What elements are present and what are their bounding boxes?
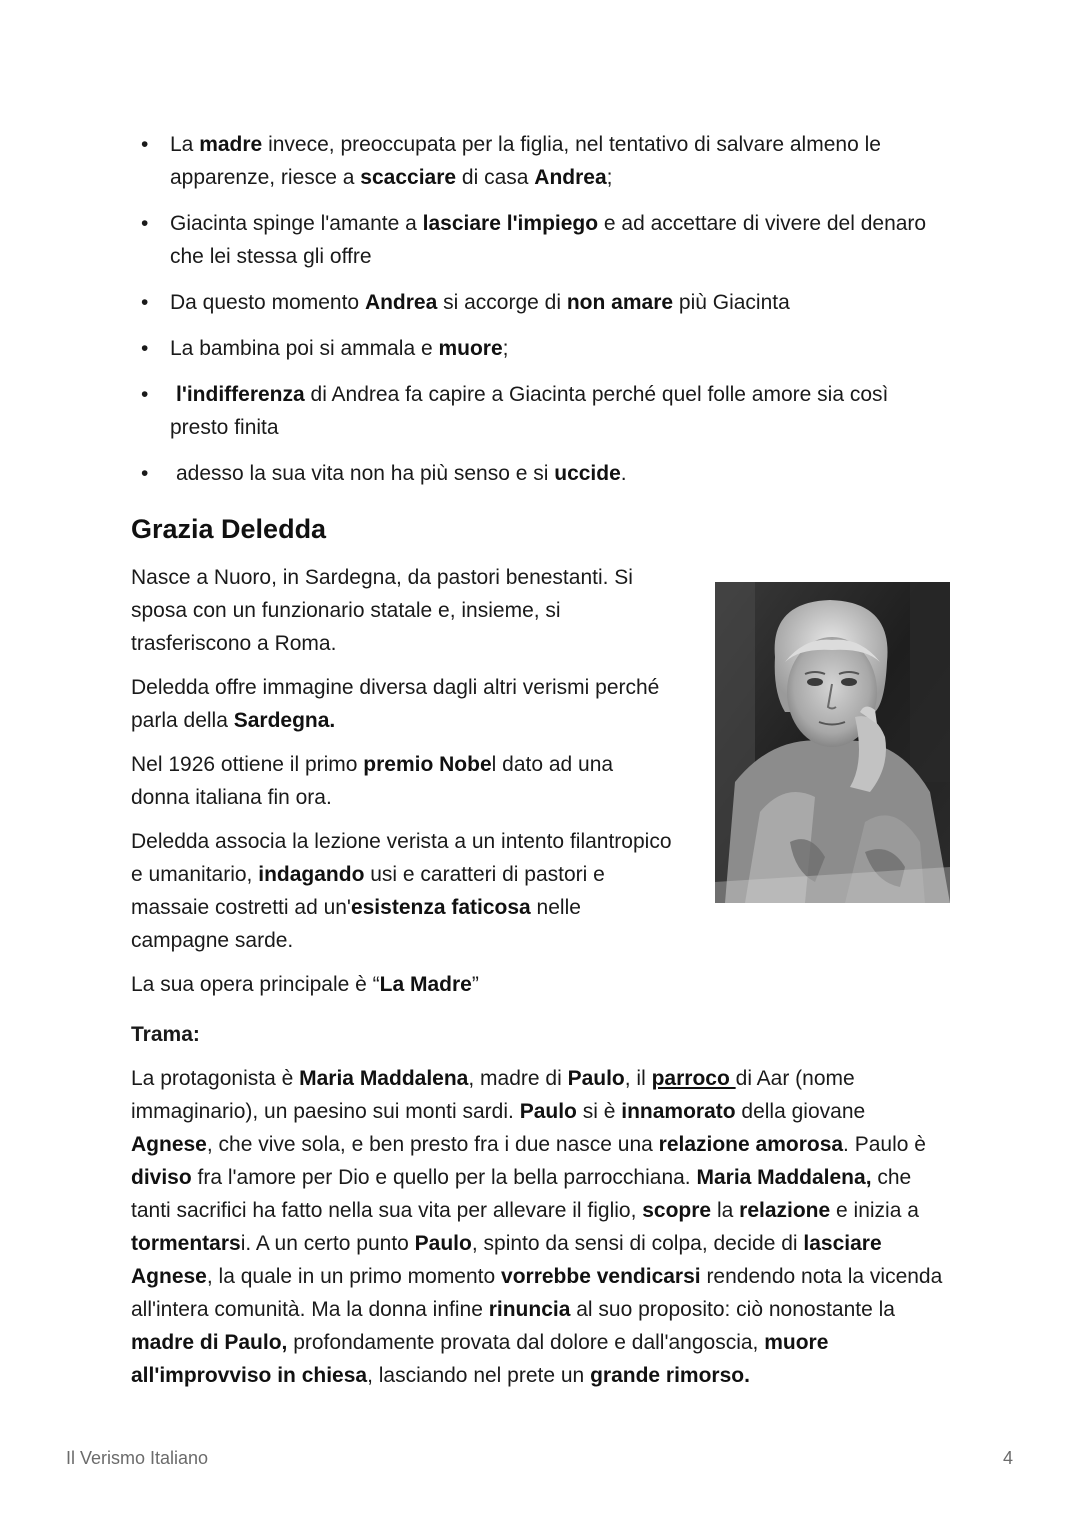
section-heading: Grazia Deledda (131, 514, 327, 544)
biography-text (131, 561, 676, 1012)
bio-paragraph: La sua opera principale è “La Madre” (131, 973, 479, 996)
plot-bullet-list (131, 128, 931, 503)
footer-page-number: 4 (1003, 1448, 1014, 1468)
plot-paragraph: La protagonista è Maria Maddalena, madre di Paulo, il parroco di Aar (nome immaginario), un paesino sui monti sardi. Paulo si è innamorato della giovane Agnese, che vive sola, e ben presto fra i due nasce una relazione amorosa. Paulo è diviso fra l'amore per Dio e quello per la bella parrocchiana. Maria Maddalena, che tanti sacrifici ha fatto nella sua vita per allevare il figlio, scopre la relazione e inizia a tormentarsi. A un certo punto Paulo, spinto da sensi di colpa, decide di lasciare Agnese, la quale in un primo momento vorrebbe vendicarsi rendendo nota la vicenda all'intera comunità. Ma la donna infine rinuncia al suo proposito: ciò nonostante la madre di Paulo, profondamente provata dal dolore e dall'angoscia, muore all'improvviso in chiesa, lasciando nel prete un grande rimorso. (131, 1067, 943, 1387)
bio-paragraph: Deledda offre immagine diversa dagli altri verismi perché parla della Sardegna. (131, 676, 660, 732)
bullet-item: • La bambina poi si ammala e muore; (131, 332, 931, 365)
bullet-item: • adesso la sua vita non ha più senso e si uccide. (131, 457, 931, 490)
author-portrait-photo (715, 582, 950, 903)
bullet-item: • La madre invece, preoccupata per la figlia, nel tentativo di salvare almeno le apparenze, riesce a scacciare di casa Andrea; (131, 128, 931, 194)
bio-paragraph: Nel 1926 ottiene il primo premio Nobel dato ad una donna italiana fin ora. (131, 753, 614, 809)
plot-heading: Trama: (131, 1023, 200, 1046)
bio-paragraph: Deledda associa la lezione verista a un intento filantropico e umanitario, indagando usi e caratteri di pastori e massaie costretti ad un'esistenza faticosa nelle campagne sarde. (131, 830, 672, 952)
bullet-item: • Da questo momento Andrea si accorge di non amare più Giacinta (131, 286, 931, 319)
bullet-item: • l'indifferenza di Andrea fa capire a Giacinta perché quel folle amore sia così presto finita (131, 378, 931, 444)
footer-document-title: Il Verismo Italiano (66, 1448, 209, 1468)
bullet-item: • Giacinta spinge l'amante a lasciare l'impiego e ad accettare di vivere del denaro che lei stessa gli offre (131, 207, 931, 273)
bio-paragraph: Nasce a Nuoro, in Sardegna, da pastori benestanti. Si sposa con un funzionario statale e, insieme, si trasferiscono a Roma. (131, 566, 633, 655)
